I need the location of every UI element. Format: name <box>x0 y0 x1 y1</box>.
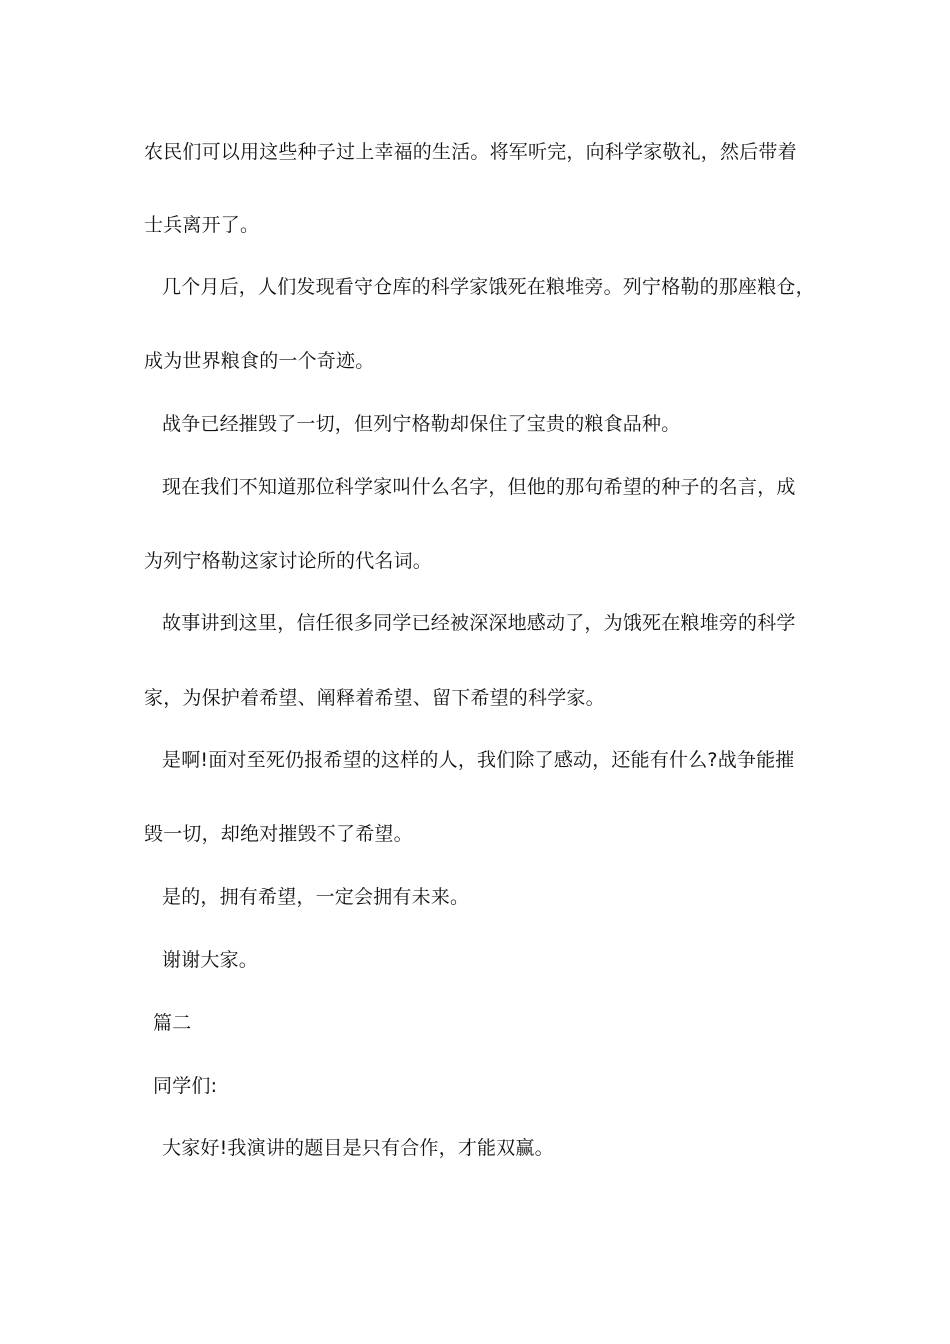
paragraph-line: 为列宁格勒这家讨论所的代名词。 <box>144 550 433 572</box>
paragraph-line: 谢谢大家。 <box>162 949 259 971</box>
paragraph-line: 是啊!面对至死仍报希望的这样的人，我们除了感动，还能有什么?战争能摧 <box>162 749 795 771</box>
paragraph-line: 士兵离开了。 <box>144 214 260 236</box>
paragraph-line: 家，为保护着希望、阐释着希望、留下希望的科学家。 <box>144 687 605 709</box>
paragraph-line: 现在我们不知道那位科学家叫什么名字，但他的那句希望的种子的名言，成 <box>162 476 796 498</box>
paragraph-line: 毁一切，却绝对摧毁不了希望。 <box>144 823 413 845</box>
paragraph-line: 战争已经摧毁了一切，但列宁格勒却保住了宝贵的粮食品种。 <box>162 413 681 435</box>
paragraph-line: 是的，拥有希望，一定会拥有未来。 <box>162 886 470 908</box>
paragraph-line: 故事讲到这里，信任很多同学已经被深深地感动了，为饿死在粮堆旁的科学 <box>162 612 796 634</box>
paragraph-line: 几个月后，人们发现看守仓库的科学家饿死在粮堆旁。列宁格勒的那座粮仓， <box>162 276 815 298</box>
salutation: 同学们: <box>153 1075 218 1097</box>
paragraph-line: 成为世界粮食的一个奇迹。 <box>144 350 375 372</box>
section-heading: 篇二 <box>153 1012 192 1034</box>
paragraph-line: 农民们可以用这些种子过上幸福的生活。将军听完，向科学家敬礼，然后带着 <box>144 141 797 163</box>
paragraph-line: 大家好!我演讲的题目是只有合作，才能双赢。 <box>162 1137 554 1159</box>
